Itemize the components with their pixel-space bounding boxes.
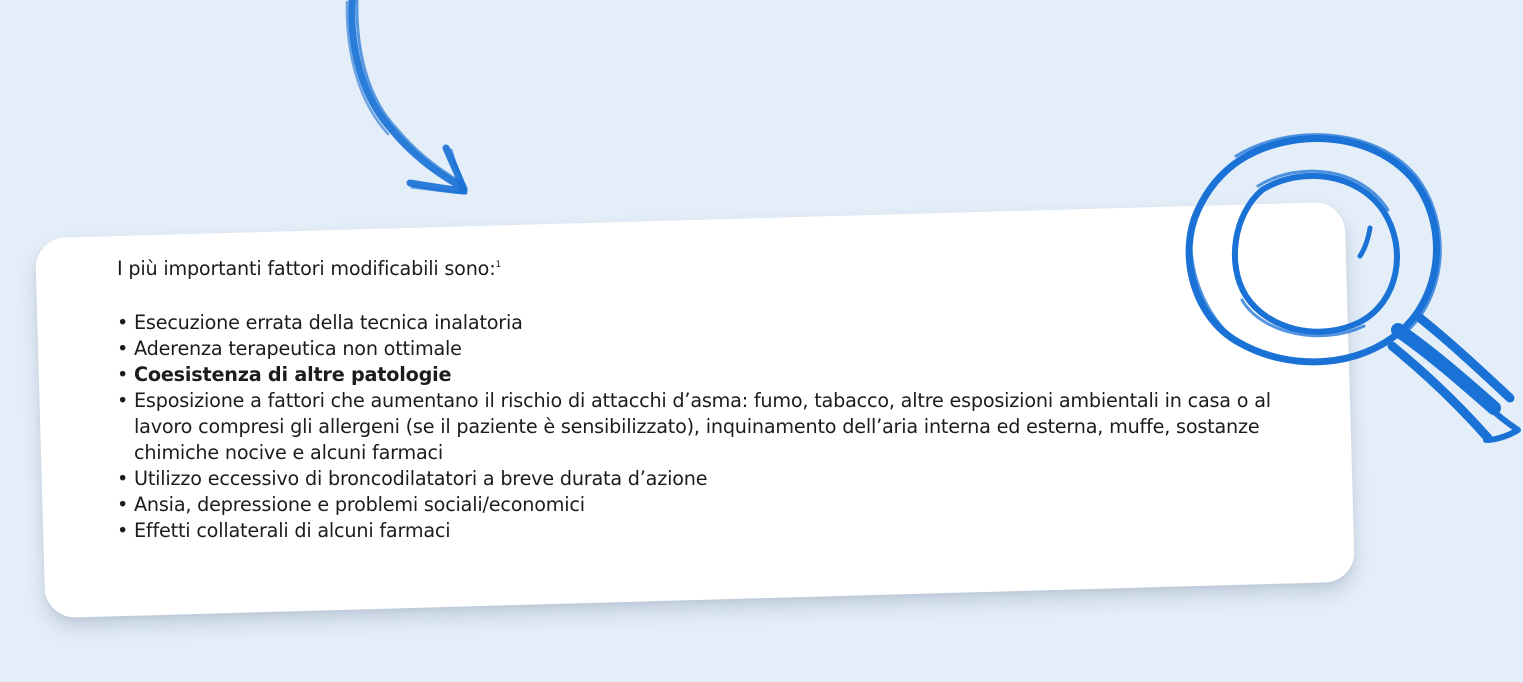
intro-paragraph: [117, 256, 1297, 282]
list-item: [117, 362, 1297, 388]
bullet: •: [117, 337, 129, 360]
list-item-text: Esposizione a fattori che aumentano il rischio di attacchi d’asma: fumo, tabacco, altre esposizioni ambientali in casa o al lavoro compresi gli allergeni (se il paziente è sensibilizzato), inquinamento dell’aria interna ed esterna, muffe, sostanze chimiche nocive e alcuni farmaci: [134, 389, 1271, 464]
list-item: [117, 492, 1297, 518]
bullet: •: [117, 363, 129, 386]
list-item: [117, 388, 1297, 466]
list-item: [117, 310, 1297, 336]
list-item-text: Esecuzione errata della tecnica inalatoria: [134, 311, 523, 334]
list-item: [117, 518, 1297, 544]
modifiable-factors-list: [117, 310, 1297, 544]
footnote-marker: 1: [495, 260, 502, 270]
list-item-text: Coesistenza di altre patologie: [134, 363, 452, 386]
list-item: [117, 466, 1297, 492]
list-item-text: Effetti collaterali di alcuni farmaci: [134, 519, 451, 542]
bullet: •: [117, 467, 129, 490]
bullet: •: [117, 389, 129, 412]
list-item-text: Utilizzo eccessivo di broncodilatatori a breve durata d’azione: [134, 467, 708, 490]
intro-text: I più importanti fattori modificabili sono:: [117, 257, 496, 280]
bullet: •: [117, 519, 129, 542]
bullet: •: [117, 311, 129, 334]
content-text: [117, 256, 1297, 544]
list-item: [117, 336, 1297, 362]
bullet: •: [117, 493, 129, 516]
list-item-text: Ansia, depressione e problemi sociali/economici: [134, 493, 585, 516]
list-item-text: Aderenza terapeutica non ottimale: [134, 337, 462, 360]
